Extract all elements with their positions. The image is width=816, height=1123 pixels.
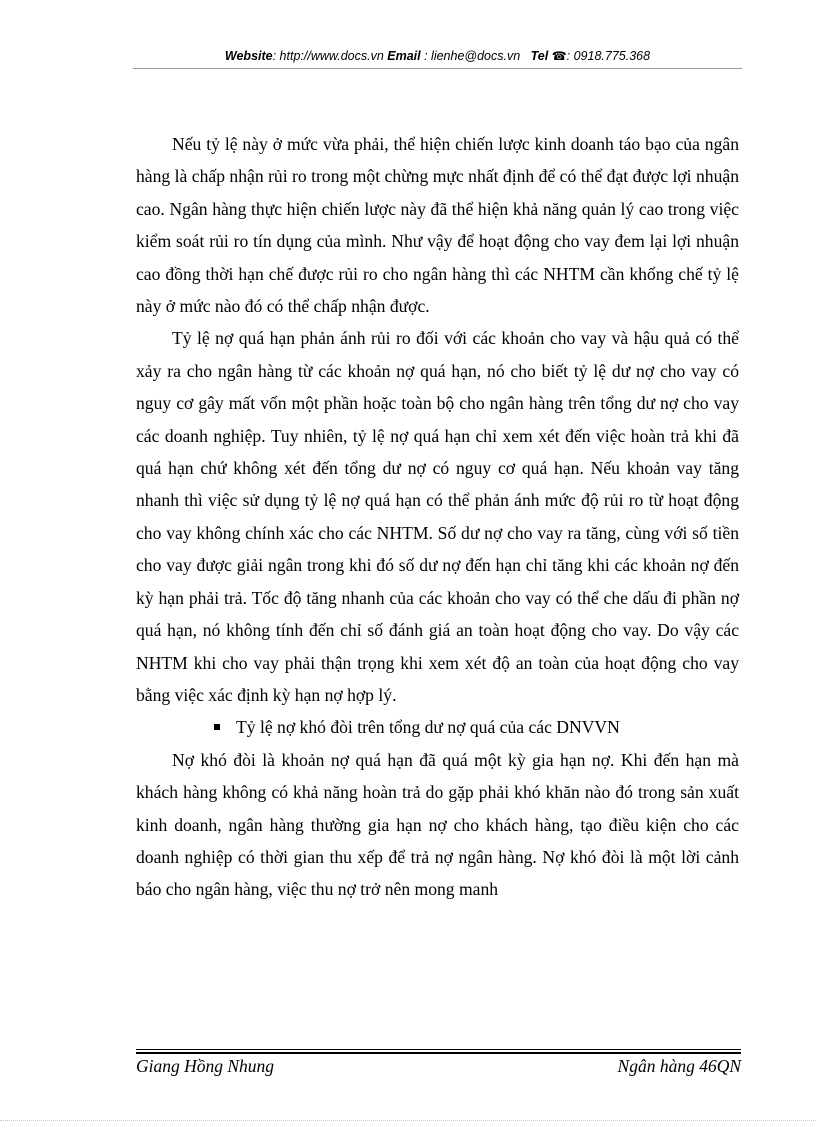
paragraph-2: Tỷ lệ nợ quá hạn phản ánh rủi ro đối với các khoản cho vay và hậu quả có thể xảy ra cho ngân hàng từ các khoản nợ quá hạn, nó cho biết tỷ lệ dư nợ cho vay có nguy cơ gây mất vốn một phần hoặc toàn bộ cho ngân hàng trên tổng dư nợ cho vay các doanh nghiệp. Tuy nhiên, tỷ lệ nợ quá hạn chỉ xem xét đến việc hoàn trả khi đã quá hạn chứ không xét đến tổng dư nợ có nguy cơ quá hạn. Nếu khoản vay tăng nhanh thì việc sử dụng tỷ lệ nợ quá hạn có thể phản ánh mức độ rủi ro từ hoạt động cho vay không chính xác cho các NHTM. Số dư nợ cho vay ra tăng, cùng với số tiền cho vay được giải ngân trong khi đó số dư nợ đến hạn chỉ tăng khi các khoản nợ đến kỳ hạn phải trả. Tốc độ tăng nhanh của các khoản cho vay có thể che dấu đi phần nợ quá hạn, nó không tính đến chỉ số đánh giá an toàn hoạt động cho vay. Do vậy các NHTM khi cho vay phải thận trọng khi xem xét độ an toàn của hoạt động cho vay bằng việc xác định kỳ hạn nợ hợp lý. — [136, 328, 739, 705]
page-header — [133, 46, 742, 69]
tel-label: Tel — [530, 49, 549, 63]
footer-rule-thick — [136, 1052, 741, 1054]
footer-class: Ngân hàng 46QN — [617, 1056, 741, 1076]
page-footer — [136, 1047, 741, 1077]
paragraph-1: Nếu tỷ lệ này ở mức vừa phải, thể hiện chiến lược kinh doanh táo bạo của ngân hàng là chấp nhận rủi ro trong một chừng mực nhất định để có thể đạt được lợi nhuận cao. Ngân hàng thực hiện chiến lược này đã thể hiện khả năng quản lý cao trong việc kiểm soát rủi ro tín dụng của mình. Như vậy để hoạt động cho vay đem lại lợi nhuận cao đồng thời hạn chế được rủi ro cho ngân hàng thì các NHTM cần khống chế tỷ lệ này ở mức nào đó có thể chấp nhận được. — [136, 134, 739, 317]
website-value: : http://www.docs.vn — [272, 49, 384, 63]
page-body — [136, 128, 739, 906]
email-label: Email — [387, 49, 421, 63]
footer-author: Giang Hồng Nhung — [136, 1056, 275, 1076]
email-value: : lienhe@docs.vn — [420, 49, 521, 63]
telephone-icon: ☎ — [551, 49, 567, 63]
page-edge-divider — [0, 1120, 816, 1121]
tel-value: : 0918.775.368 — [566, 49, 651, 63]
paragraph-3: Nợ khó đòi là khoản nợ quá hạn đã quá một kỳ gia hạn nợ. Khi đến hạn mà khách hàng không có khả năng hoàn trả do gặp phải khó khăn nào đó trong sản xuất kinh doanh, ngân hàng thường gia hạn nợ cho khách hàng, tạo điều kiện cho các doanh nghiệp có thời gian thu xếp để trả nợ ngân hàng. Nợ khó đòi là một lời cảnh báo cho ngân hàng, việc thu nợ trở nên mong manh — [136, 749, 739, 900]
footer-rule-thin — [136, 1049, 741, 1050]
bullet-item-text: Tỷ lệ nợ khó đòi trên tổng dư nợ quá của các DNVVN — [236, 717, 620, 738]
square-bullet-icon — [214, 724, 220, 730]
bullet-item — [136, 711, 739, 743]
website-label: Website — [224, 49, 273, 63]
